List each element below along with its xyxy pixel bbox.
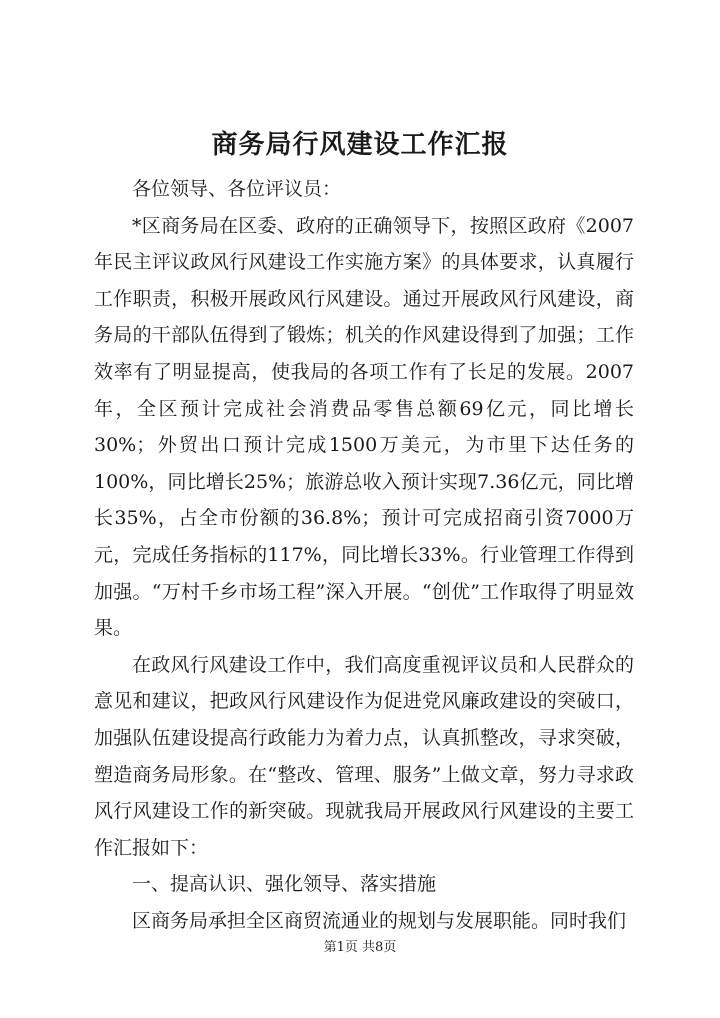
- paragraph-section-start: 区商务局承担全区商贸流通业的规划与发展职能。同时我们: [132, 909, 627, 932]
- document-title: 商务局行风建设工作汇报: [211, 130, 509, 160]
- document-body: [94, 171, 634, 939]
- paragraph-salutation: 各位领导、各位评议员：: [132, 178, 342, 200]
- page-footer: 第1页 共8页: [323, 940, 397, 955]
- section-heading: 一、提高认识、强化领导、落实措施: [132, 873, 437, 896]
- paragraph-intro: *区商务局在区委、政府的正确领导下，按照区政府《2007年民主评议政风行风建设工作实施方案》的具体要求，认真履行工作职责，积极开展政风行风建设。通过开展政风行风建设，商务局的干部队伍得到了锻炼；机关的作风建设得到了加强；工作效率有了明显提高，使我局的各项工作有了长足的发展。2007年，全区预计完成社会消费品零售总额69亿元，同比增长30%；外贸出口预计完成1500万美元，为市里下达任务的100%，同比增长25%；旅游总收入预计实现7.36亿元，同比增长35%，占全市份额的36.8%；预计可完成招商引资7000万元，完成任务指标的117%，同比增长33%。行业管理工作得到加强。“万村千乡市场工程”深入开展。“创优”工作取得了明显效果。: [94, 214, 634, 640]
- paragraph-work-summary: 在政风行风建设工作中，我们高度重视评议员和人民群众的意见和建议，把政风行风建设作为促进党风廉政建设的突破口，加强队伍建设提高行政能力为着力点，认真抓整改，寻求突破，塑造商务局形象。在“整改、管理、服务”上做文章，努力寻求政风行风建设工作的新突破。现就我局开展政风行风建设的主要工作汇报如下：: [94, 653, 634, 859]
